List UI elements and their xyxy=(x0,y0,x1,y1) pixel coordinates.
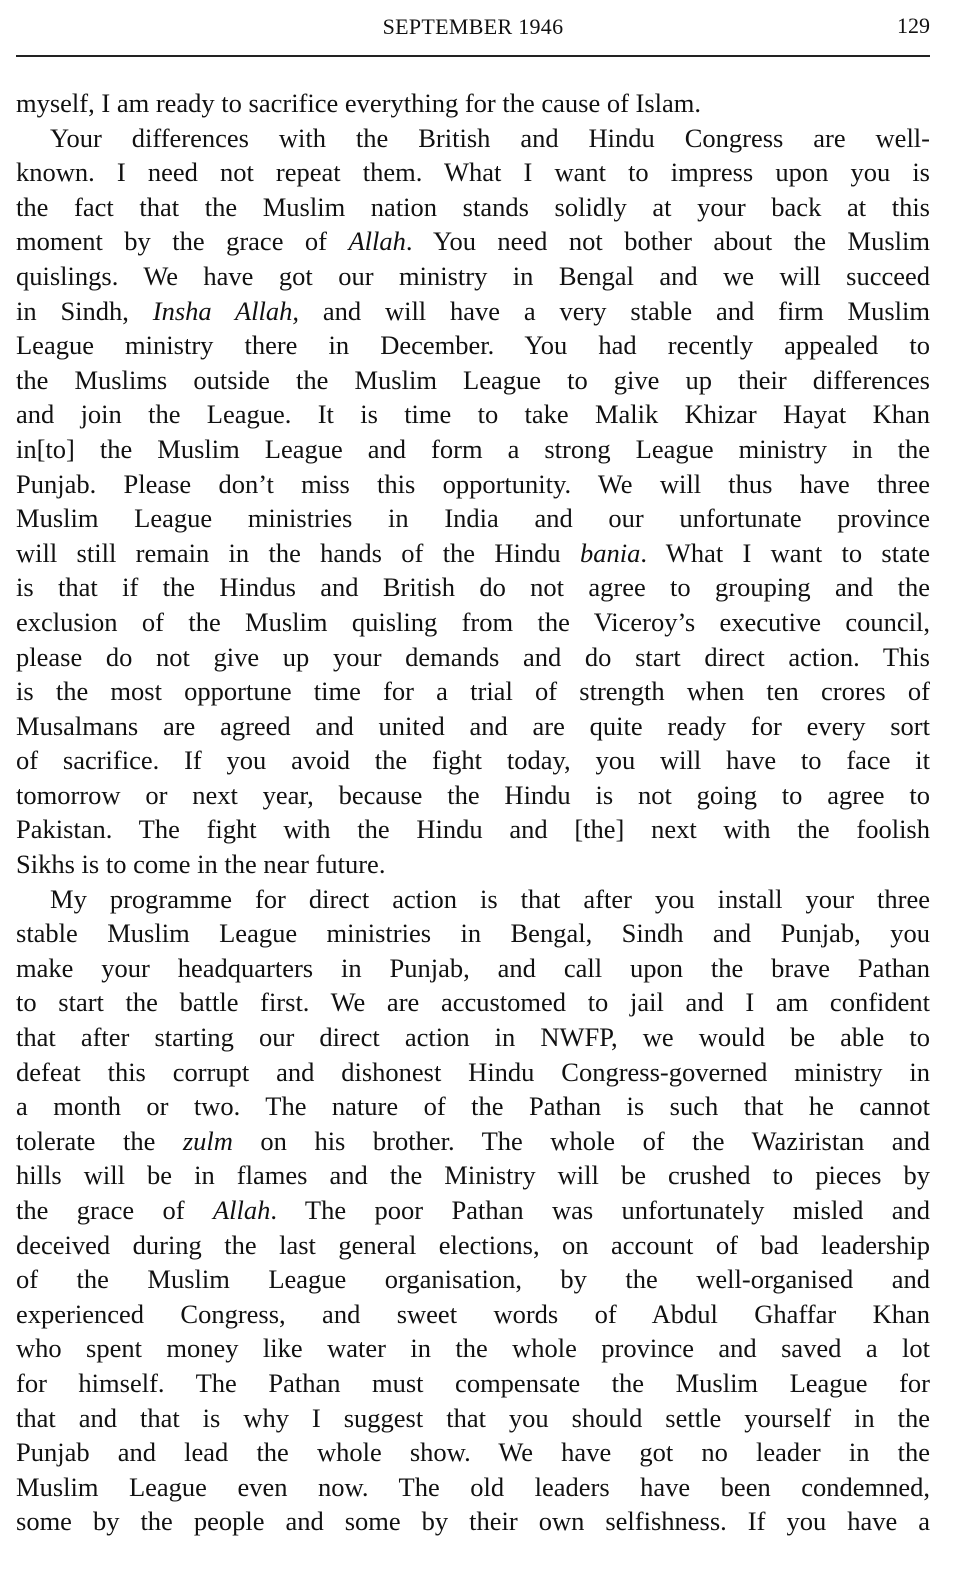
text-line: the fact that the Muslim nation stands solidly at your back at this xyxy=(16,191,930,222)
text-segment: . What I want to state xyxy=(640,537,930,568)
text-line: who spent money like water in the whole province and saved a lot xyxy=(16,1333,930,1364)
text-line: that after starting our direct action in NWFP, we would be able to xyxy=(16,1022,930,1053)
text-segment: . You need not bother about the Muslim xyxy=(405,226,930,257)
text-line: of sacrifice. If you avoid the fight today, you will have to face it xyxy=(16,745,930,776)
text-line: tomorrow or next year, because the Hindu is not going to agree to xyxy=(16,779,930,810)
text-segment: the grace of xyxy=(16,1195,213,1225)
text-line: for himself. The Pathan must compensate the Muslim League for xyxy=(16,1367,930,1398)
text-line: in[to] the Muslim League and form a strong League ministry in the xyxy=(16,433,930,464)
page-number: 129 xyxy=(897,13,930,38)
text-line: that and that is why I suggest that you should settle yourself in the xyxy=(16,1402,930,1433)
text-segment: and will have a very stable and firm Muslim xyxy=(299,295,930,326)
text-line xyxy=(16,536,930,571)
text-line: Musalmans are agreed and united and are quite ready for every sort xyxy=(16,710,930,741)
text-line: make your headquarters in Punjab, and call upon the brave Pathan xyxy=(16,952,930,983)
document-page xyxy=(16,0,930,1595)
text-segment: moment by the grace of xyxy=(16,226,349,257)
text-line: Pakistan. The fight with the Hindu and [the] next with the foolish xyxy=(16,814,930,845)
text-line: is that if the Hindus and British do not agree to grouping and the xyxy=(16,572,930,603)
text-line xyxy=(16,294,930,329)
italic-term: Allah xyxy=(212,1195,271,1225)
paragraph xyxy=(16,882,930,1539)
text-line xyxy=(16,1193,930,1228)
text-line: Your differences with the British and Hindu Congress are well- xyxy=(50,122,930,153)
italic-term: Allah xyxy=(348,226,406,257)
running-header xyxy=(16,0,930,54)
text-segment: in Sindh, xyxy=(16,295,153,326)
paragraph xyxy=(16,121,930,882)
text-line: myself, I am ready to sacrifice everything for the cause of Islam. xyxy=(16,88,702,118)
text-line: quislings. We have got our ministry in Bengal and we will succeed xyxy=(16,260,930,291)
text-line xyxy=(16,1124,930,1159)
header-rule xyxy=(16,55,930,57)
text-segment: . The poor Pathan was unfortunately misled and xyxy=(270,1195,931,1225)
text-line: the Muslims outside the Muslim League to give up their differences xyxy=(16,364,930,395)
text-line: a month or two. The nature of the Pathan is such that he cannot xyxy=(16,1091,930,1122)
text-line: stable Muslim League ministries in Bengal, Sindh and Punjab, you xyxy=(16,918,930,949)
text-line: and join the League. It is time to take Malik Khizar Hayat Khan xyxy=(16,399,930,430)
running-title: SEPTEMBER 1946 xyxy=(382,14,564,39)
text-line: please do not give up your demands and do start direct action. This xyxy=(16,641,930,672)
text-line: experienced Congress, and sweet words of Abdul Ghaffar Khan xyxy=(16,1298,930,1329)
text-line: exclusion of the Muslim quisling from the Viceroy’s executive council, xyxy=(16,606,930,637)
text-line: of the Muslim League organisation, by the well-organised and xyxy=(16,1264,930,1295)
text-line: deceived during the last general elections, on account of bad leadership xyxy=(16,1229,930,1260)
italic-term: Insha Allah, xyxy=(152,295,300,326)
text-line: hills will be in flames and the Ministry will be crushed to pieces by xyxy=(16,1160,930,1191)
text-segment: will still remain in the hands of the Hindu xyxy=(16,537,580,568)
text-line: known. I need not repeat them. What I want to impress upon you is xyxy=(16,157,930,188)
text-line: Punjab. Please don’t miss this opportunity. We will thus have three xyxy=(16,468,930,499)
paragraph-continuation xyxy=(16,86,930,121)
text-line: some by the people and some by their own selfishness. If you have a xyxy=(16,1506,930,1537)
text-segment: tolerate the xyxy=(16,1125,183,1156)
italic-term: zulm xyxy=(182,1125,233,1156)
text-line: League ministry there in December. You had recently appealed to xyxy=(16,330,930,361)
italic-term: bania xyxy=(579,537,641,568)
text-line: defeat this corrupt and dishonest Hindu Congress-governed ministry in xyxy=(16,1056,930,1087)
text-line: to start the battle first. We are accustomed to jail and I am confident xyxy=(16,987,930,1018)
text-line: Muslim League even now. The old leaders have been condemned, xyxy=(16,1471,930,1502)
text-segment: on his brother. The whole of the Waziristan and xyxy=(232,1125,930,1156)
text-line xyxy=(16,224,930,259)
text-line: is the most opportune time for a trial of strength when ten crores of xyxy=(16,676,930,707)
text-line: My programme for direct action is that after you install your three xyxy=(50,883,930,914)
body-text xyxy=(16,86,930,1539)
text-line: Sikhs is to come in the near future. xyxy=(16,849,386,880)
text-line: Muslim League ministries in India and our unfortunate province xyxy=(16,503,930,534)
text-line: Punjab and lead the whole show. We have got no leader in the xyxy=(16,1437,930,1468)
